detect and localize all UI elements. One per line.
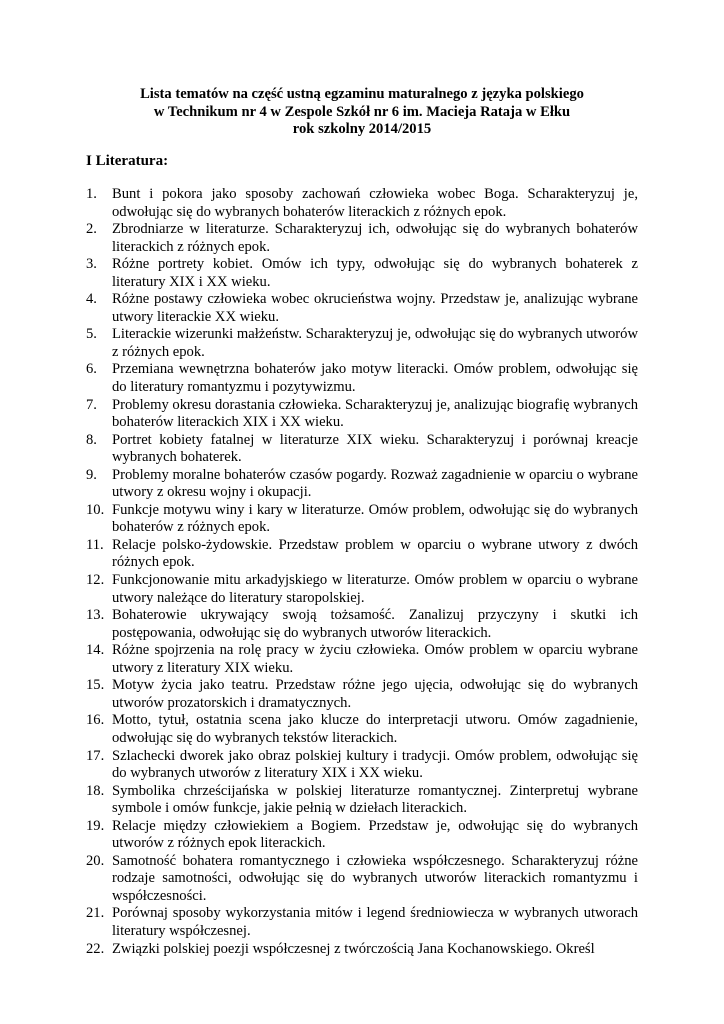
topic-item [86,642,638,677]
topic-text: Motto, tytuł, ostatnia scena jako klucze do interpretacji utworu. Omów zagadnienie, odwołując się do wybranych tekstów literackich. [112,712,638,746]
topic-item [86,905,638,940]
topic-item [86,361,638,396]
topic-item [86,853,638,906]
topic-text: Różne spojrzenia na rolę pracy w życiu człowieka. Omów problem w oparciu wybrane utwory z literatury XIX wieku. [112,642,638,676]
topic-text: Przemiana wewnętrzna bohaterów jako motyw literacki. Omów problem, odwołując się do literatury romantyzmu i pozytywizmu. [112,361,638,396]
topic-number: 22. [86,940,105,957]
topic-item [86,572,638,607]
topic-number: 15. [86,677,105,694]
topic-item [86,818,638,853]
topic-number: 6. [86,361,97,378]
topic-text: Problemy okresu dorastania człowieka. Scharakteryzuj je, analizując biografię wybranych bohaterów literackich XIX i XX wieku. [112,396,638,431]
topic-text: Porównaj sposoby wykorzystania mitów i legend średniowiecza w wybranych utworach literatury współczesnej. [112,905,638,939]
topic-item [86,537,638,572]
topic-number: 13. [86,607,105,624]
topic-item [86,256,638,291]
topic-text: Portret kobiety fatalnej w literaturze XIX wieku. Scharakteryzuj i porównaj kreacje wybranych bohaterek. [112,431,638,466]
topic-text: Szlachecki dworek jako obraz polskiej kultury i tradycji. Omów problem, odwołując się do wybranych utworów z literatury XIX i XX wieku. [112,747,638,782]
topic-text: Różne postawy człowieka wobec okrucieństwa wojny. Przedstaw je, analizując wybrane utwory literackie XX wieku. [112,291,638,325]
topic-number: 11. [86,536,104,553]
topic-number: 16. [86,712,105,729]
topic-item [86,467,638,502]
topic-text: Związki polskiej poezji współczesnej z twórczością Jana Kochanowskiego. Określ [112,940,595,957]
topic-number: 8. [86,431,97,448]
topic-text: Funkcjonowanie mitu arkadyjskiego w literaturze. Omów problem w oparciu o wybrane utwory należące do literatury staropolskiej. [112,572,638,606]
topic-item [86,712,638,747]
topic-number: 20. [86,852,105,869]
title-line-1: Lista tematów na część ustną egzaminu maturalnego z języka polskiego [140,86,584,102]
topic-number: 2. [86,221,97,238]
topic-item [86,783,638,818]
topic-number: 7. [86,396,97,413]
topic-text: Symbolika chrześcijańska w polskiej literaturze romantycznej. Zinterpretuj wybrane symbole i omów funkcje, jakie pełnią w dziełach literackich. [112,782,638,817]
topic-text: Literackie wizerunki małżeństw. Scharakteryzuj je, odwołując się do wybranych utworów z różnych epok. [112,326,638,360]
topic-text: Różne portrety kobiet. Omów ich typy, odwołując się do wybranych bohaterek z literatury XIX i XX wieku. [112,256,638,290]
topic-number: 3. [86,256,97,273]
topic-text: Relacje polsko-żydowskie. Przedstaw problem w oparciu o wybrane utwory z dwóch różnych epok. [112,536,638,571]
topic-text: Bohaterowie ukrywający swoją tożsamość. Zanalizuj przyczyny i skutki ich postępowania, odwołując się do wybranych utworów literackich. [112,607,638,641]
title-line-3: rok szkolny 2014/2015 [292,121,432,137]
topic-text: Problemy moralne bohaterów czasów pogardy. Rozważ zagadnienie w oparciu o wybrane utwory z okresu wojny i okupacji. [112,466,638,501]
topic-text: Relacje między człowiekiem a Bogiem. Przedstaw je, odwołując się do wybranych utworów z różnych epok literackich. [112,817,638,852]
topic-item [86,502,638,537]
topic-number: 4. [86,291,97,308]
topic-item [86,941,638,959]
title-line-2: w Technikum nr 4 w Zespole Szkół nr 6 im. Macieja Rataja w Ełku [153,103,571,120]
topic-item [86,432,638,467]
topic-number: 17. [86,747,105,764]
topic-item [86,607,638,642]
topic-item [86,291,638,326]
topic-number: 19. [86,817,105,834]
topic-number: 14. [86,642,105,659]
topic-number: 5. [86,326,97,343]
topic-text: Samotność bohatera romantycznego i człowieka współczesnego. Scharakteryzuj różne rodzaje samotności, odwołując się do wybranych utworów literackich romantyzmu i współczesności. [112,852,638,904]
topic-number: 12. [86,572,105,589]
topic-text: Motyw życia jako teatru. Przedstaw różne jego ujęcia, odwołując się do wybranych utworów prozatorskich i dramatycznych. [112,677,638,711]
section-heading: I Literatura: [86,153,169,169]
topic-item [86,186,638,221]
topic-item [86,677,638,712]
topic-list [86,186,638,958]
topic-text: Zbrodniarze w literaturze. Scharakteryzuj ich, odwołując się do wybranych bohaterów literackich z różnych epok. [112,221,638,255]
topic-number: 18. [86,782,105,799]
document-title [0,86,724,139]
topic-text: Bunt i pokora jako sposoby zachowań człowieka wobec Boga. Scharakteryzuj je, odwołując się do wybranych bohaterów literackich z różnych epok. [112,186,638,220]
topic-number: 1. [86,186,97,202]
topic-number: 9. [86,466,97,483]
topic-item [86,326,638,361]
topic-number: 10. [86,501,105,518]
topic-item [86,221,638,256]
topic-item [86,397,638,432]
topic-number: 21. [86,905,105,922]
topic-item [86,748,638,783]
topic-text: Funkcje motywu winy i kary w literaturze. Omów problem, odwołując się do wybranych bohaterów z różnych epok. [112,501,638,536]
